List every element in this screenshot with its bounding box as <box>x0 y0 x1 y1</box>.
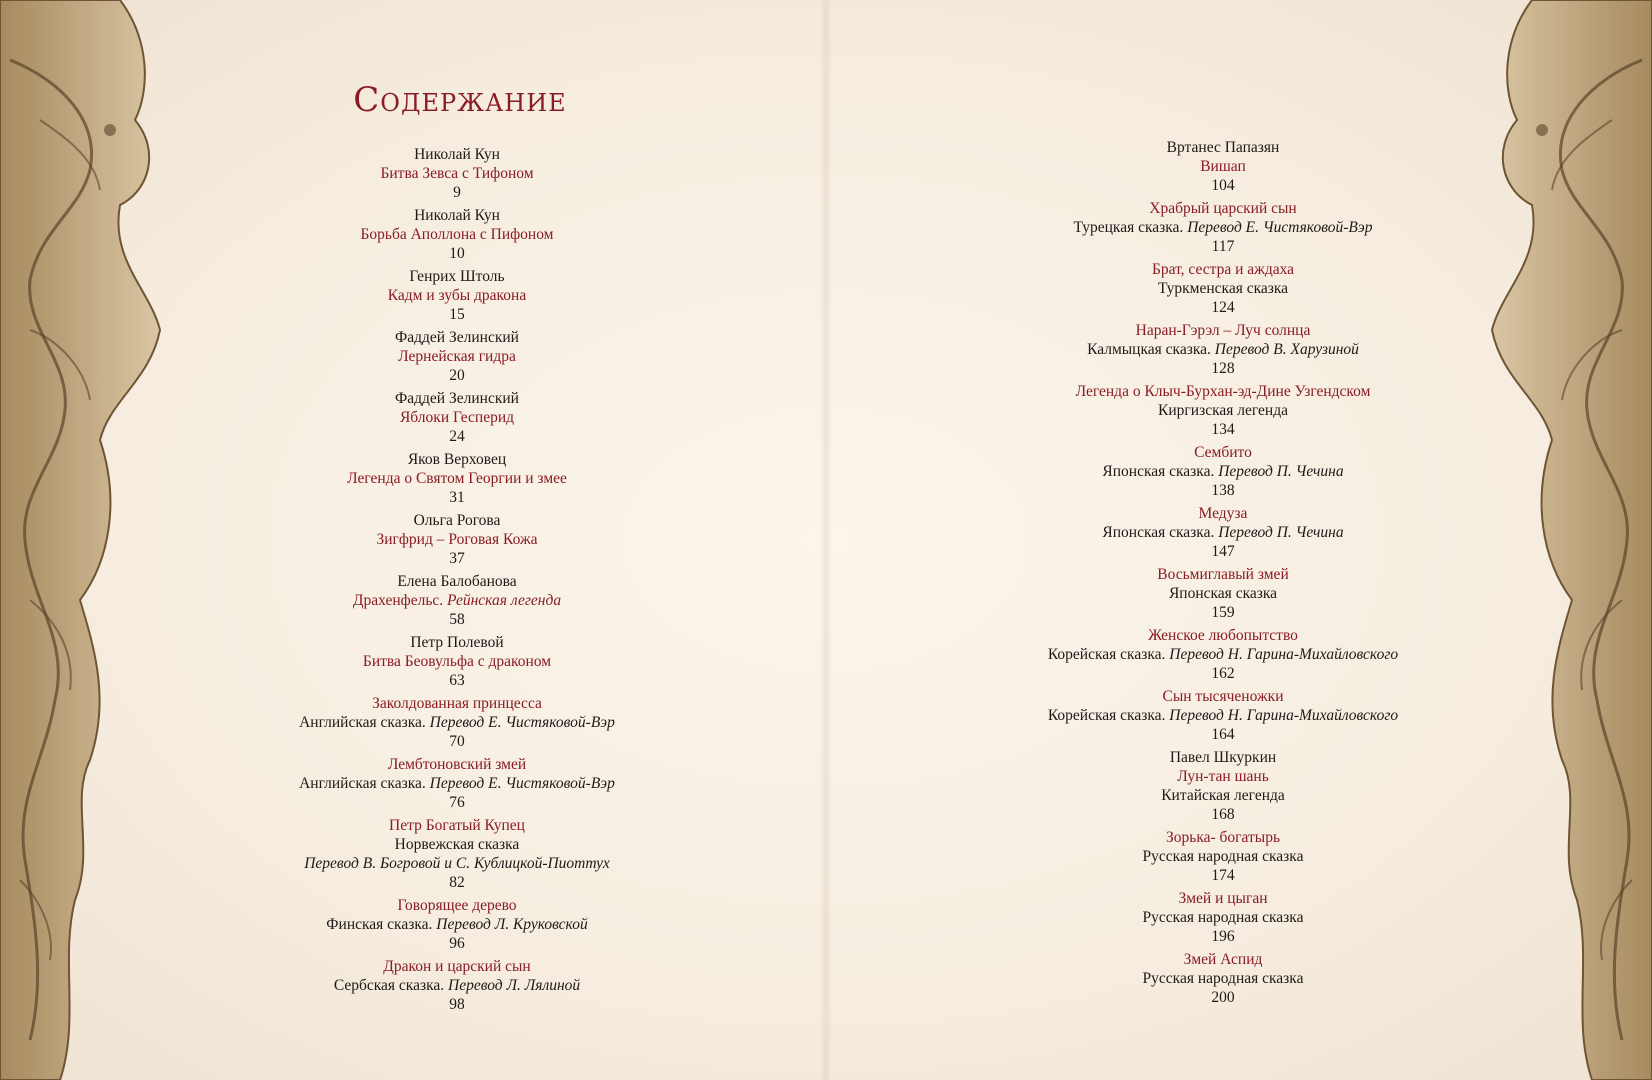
entry-title: Дракон и царский сын <box>383 958 531 975</box>
entry-page-number: 138 <box>1211 482 1235 499</box>
entry-origin-line <box>227 774 687 793</box>
toc-entry <box>993 687 1453 744</box>
entry-translator: Перевод П. Чечина <box>1218 463 1344 480</box>
toc-entry <box>227 511 687 568</box>
entry-translator: Перевод В. Богровой и С. Кублицкой-Пиоттух <box>304 855 610 872</box>
entry-title: Яблоки Гесперид <box>399 409 515 426</box>
entry-title: Кадм и зубы дракона <box>387 287 527 304</box>
entry-origin: Русская народная сказка <box>1142 970 1304 987</box>
toc-entry <box>227 694 687 751</box>
entry-origin-line <box>993 645 1453 664</box>
entry-title-line <box>227 164 687 183</box>
toc-entry <box>227 328 687 385</box>
toc-column-right <box>993 138 1453 1011</box>
entry-title-line <box>993 565 1453 584</box>
entry-translator: Перевод Л. Лялиной <box>448 977 581 994</box>
toc-entry <box>227 755 687 812</box>
entry-origin-line <box>993 523 1453 542</box>
entry-translator: Перевод В. Харузиной <box>1214 341 1359 358</box>
entry-title-line <box>227 225 687 244</box>
entry-title: Петр Богатый Купец <box>389 817 525 834</box>
toc-entry <box>227 450 687 507</box>
toc-entry <box>227 145 687 202</box>
entry-page-number: 117 <box>1211 238 1235 255</box>
toc-entry <box>227 816 687 892</box>
entry-origin: Русская народная сказка <box>1142 848 1304 865</box>
toc-entry <box>993 950 1453 1007</box>
entry-page-number: 82 <box>449 874 465 891</box>
entry-title: Зигфрид – Роговая Кожа <box>376 531 538 548</box>
entry-page-number: 20 <box>449 367 465 384</box>
entry-origin: Английская сказка. <box>299 775 426 792</box>
entry-title: Храбрый царский сын <box>1149 200 1297 217</box>
entry-author: Николай Кун <box>414 146 500 163</box>
entry-title: Лернейская гидра <box>398 348 516 365</box>
entry-title: Наран-Гэрэл – Луч солнца <box>1135 322 1311 339</box>
entry-title-line <box>227 469 687 488</box>
entry-origin: Китайская легенда <box>1161 787 1285 804</box>
entry-origin: Японская сказка. <box>1102 463 1215 480</box>
entry-translator: Перевод Н. Гарина-Михайловского <box>1169 707 1399 724</box>
entry-page-number: 159 <box>1211 604 1235 621</box>
entry-origin: Калмыцкая сказка. <box>1087 341 1211 358</box>
entry-translator: Перевод Е. Чистяковой-Вэр <box>429 775 615 792</box>
entry-origin: Английская сказка. <box>299 714 426 731</box>
entry-title-line <box>993 199 1453 218</box>
entry-origin-line <box>993 584 1453 603</box>
toc-entry <box>993 321 1453 378</box>
entry-title: Битва Зевса с Тифоном <box>380 165 534 182</box>
toc-entry <box>993 443 1453 500</box>
entry-title-line <box>993 260 1453 279</box>
entry-title-line <box>993 828 1453 847</box>
toc-entry <box>227 389 687 446</box>
entry-page-number: 134 <box>1211 421 1235 438</box>
entry-title-line <box>993 687 1453 706</box>
toc-entry <box>993 199 1453 256</box>
entry-author: Яков Верховец <box>407 451 507 468</box>
entry-title: Драхенфельс. <box>352 592 444 609</box>
entry-title: Легенда о Клыч-Бурхан-эд-Дине Узгендском <box>1075 383 1371 400</box>
entry-author: Ольга Рогова <box>413 512 501 529</box>
toc-entry <box>227 206 687 263</box>
entry-title-subtitle: Рейнская легенда <box>447 592 562 609</box>
entry-author: Генрих Штоль <box>409 268 505 285</box>
entry-translator: Перевод Е. Чистяковой-Вэр <box>429 714 615 731</box>
toc-entry <box>993 260 1453 317</box>
entry-title-line <box>227 286 687 305</box>
toc-entry <box>993 565 1453 622</box>
entry-page-number: 196 <box>1211 928 1235 945</box>
entry-origin-line <box>993 786 1453 805</box>
dragon-ornament-left-icon <box>0 0 175 1080</box>
entry-page-number: 98 <box>449 996 465 1013</box>
entry-page-number: 124 <box>1211 299 1235 316</box>
toc-entry <box>993 138 1453 195</box>
entry-page-number: 128 <box>1211 360 1235 377</box>
entry-title-line <box>227 755 687 774</box>
entry-origin-line <box>993 279 1453 298</box>
entry-title-line <box>993 443 1453 462</box>
entry-page-number: 31 <box>449 489 465 506</box>
entry-translator: Перевод Л. Круковской <box>436 916 588 933</box>
entry-title-line <box>993 626 1453 645</box>
entry-origin-line <box>993 401 1453 420</box>
entry-author: Павел Шкуркин <box>1169 749 1277 766</box>
entry-title-line <box>227 816 687 835</box>
entry-origin-line <box>993 908 1453 927</box>
entry-title: Змей и цыган <box>1178 890 1268 907</box>
entry-title: Вишап <box>1200 158 1246 175</box>
entry-page-number: 63 <box>449 672 465 689</box>
entry-page-number: 168 <box>1211 806 1235 823</box>
entry-title-line <box>993 157 1453 176</box>
dragon-ornament-left <box>0 0 175 1080</box>
entry-title-line <box>993 321 1453 340</box>
entry-page-number: 76 <box>449 794 465 811</box>
entry-page-number: 162 <box>1211 665 1235 682</box>
entry-title-line <box>993 950 1453 969</box>
entry-title: Змей Аспид <box>1183 951 1263 968</box>
toc-entry <box>993 626 1453 683</box>
dragon-ornament-right-icon <box>1477 0 1652 1080</box>
toc-entry <box>993 828 1453 885</box>
entry-origin-line <box>993 340 1453 359</box>
entry-title: Борьба Аполлона с Пифоном <box>360 226 554 243</box>
entry-author: Николай Кун <box>414 207 500 224</box>
entry-title-line <box>227 347 687 366</box>
entry-origin: Японская сказка. <box>1102 524 1215 541</box>
entry-title-line <box>227 957 687 976</box>
entry-title: Битва Беовульфа с драконом <box>362 653 552 670</box>
entry-title-line <box>227 896 687 915</box>
entry-title-line <box>993 504 1453 523</box>
toc-entry <box>227 896 687 953</box>
entry-page-number: 164 <box>1211 726 1235 743</box>
entry-origin: Туркменская сказка <box>1157 280 1289 297</box>
entry-page-number: 174 <box>1211 867 1235 884</box>
toc-entry <box>227 633 687 690</box>
entry-author: Елена Балобанова <box>397 573 517 590</box>
entry-title: Лун-тан шань <box>1177 768 1269 785</box>
entry-translator: Перевод Н. Гарина-Михайловского <box>1169 646 1399 663</box>
book-gutter <box>820 0 832 1080</box>
entry-title: Говорящее дерево <box>397 897 517 914</box>
toc-entry <box>993 748 1453 824</box>
entry-title-line <box>227 694 687 713</box>
entry-title: Зорька- богатырь <box>1165 829 1281 846</box>
entry-author: Петр Полевой <box>410 634 504 651</box>
entry-origin-line <box>227 915 687 934</box>
toc-entry <box>227 957 687 1014</box>
entry-author: Вртанес Папазян <box>1166 139 1280 156</box>
entry-origin-line <box>227 713 687 732</box>
dragon-ornament-right <box>1477 0 1652 1080</box>
entry-page-number: 24 <box>449 428 465 445</box>
entry-page-number: 70 <box>449 733 465 750</box>
entry-author: Фаддей Зелинский <box>395 390 519 407</box>
entry-title-line <box>227 530 687 549</box>
entry-origin-line <box>993 462 1453 481</box>
entry-origin-line <box>227 976 687 995</box>
entry-origin: Сербская сказка. <box>333 977 445 994</box>
entry-page-number: 104 <box>1211 177 1235 194</box>
entry-title: Лембтоновский змей <box>387 756 527 773</box>
entry-origin-line <box>227 835 687 854</box>
entry-translator: Перевод П. Чечина <box>1218 524 1344 541</box>
toc-entry <box>993 504 1453 561</box>
entry-origin-line <box>993 969 1453 988</box>
toc-entry <box>227 267 687 324</box>
entry-author: Фаддей Зелинский <box>395 329 519 346</box>
entry-origin-line <box>993 847 1453 866</box>
entry-origin-line <box>993 218 1453 237</box>
entry-translator: Перевод Е. Чистяковой-Вэр <box>1187 219 1373 236</box>
entry-page-number: 58 <box>449 611 465 628</box>
toc-entry <box>227 572 687 629</box>
entry-title-line <box>227 652 687 671</box>
entry-title: Брат, сестра и аждаха <box>1151 261 1295 278</box>
entry-origin: Киргизская легенда <box>1158 402 1288 419</box>
entry-title: Женское любопытство <box>1148 627 1298 644</box>
entry-page-number: 147 <box>1211 543 1235 560</box>
entry-origin: Русская народная сказка <box>1142 909 1304 926</box>
entry-title: Восьмиглавый змей <box>1157 566 1289 583</box>
entry-origin: Корейская сказка. <box>1047 707 1166 724</box>
entry-page-number: 37 <box>449 550 465 567</box>
entry-origin: Норвежская сказка <box>394 836 520 853</box>
entry-page-number: 15 <box>449 306 465 323</box>
entry-title: Заколдованная принцесса <box>372 695 542 712</box>
entry-title-line <box>993 382 1453 401</box>
entry-page-number: 96 <box>449 935 465 952</box>
entry-origin-line <box>993 706 1453 725</box>
entry-title-line <box>993 767 1453 786</box>
entry-title: Сембито <box>1194 444 1252 461</box>
entry-origin: Корейская сказка. <box>1047 646 1166 663</box>
toc-column-left <box>227 145 687 1018</box>
entry-page-number: 200 <box>1211 989 1235 1006</box>
entry-title-line <box>227 591 687 610</box>
entry-origin: Турецкая сказка. <box>1073 219 1184 236</box>
entry-title: Сын тысяченожки <box>1162 688 1284 705</box>
entry-title-line <box>227 408 687 427</box>
toc-entry <box>993 382 1453 439</box>
entry-origin: Финская сказка. <box>326 916 433 933</box>
entry-title: Легенда о Святом Георгии и змее <box>347 470 567 487</box>
entry-title-line <box>993 889 1453 908</box>
entry-title: Медуза <box>1198 505 1248 522</box>
page-title: Содержание <box>353 80 567 120</box>
entry-origin: Японская сказка <box>1168 585 1278 602</box>
entry-page-number: 9 <box>453 184 461 201</box>
entry-page-number: 10 <box>449 245 465 262</box>
toc-entry <box>993 889 1453 946</box>
